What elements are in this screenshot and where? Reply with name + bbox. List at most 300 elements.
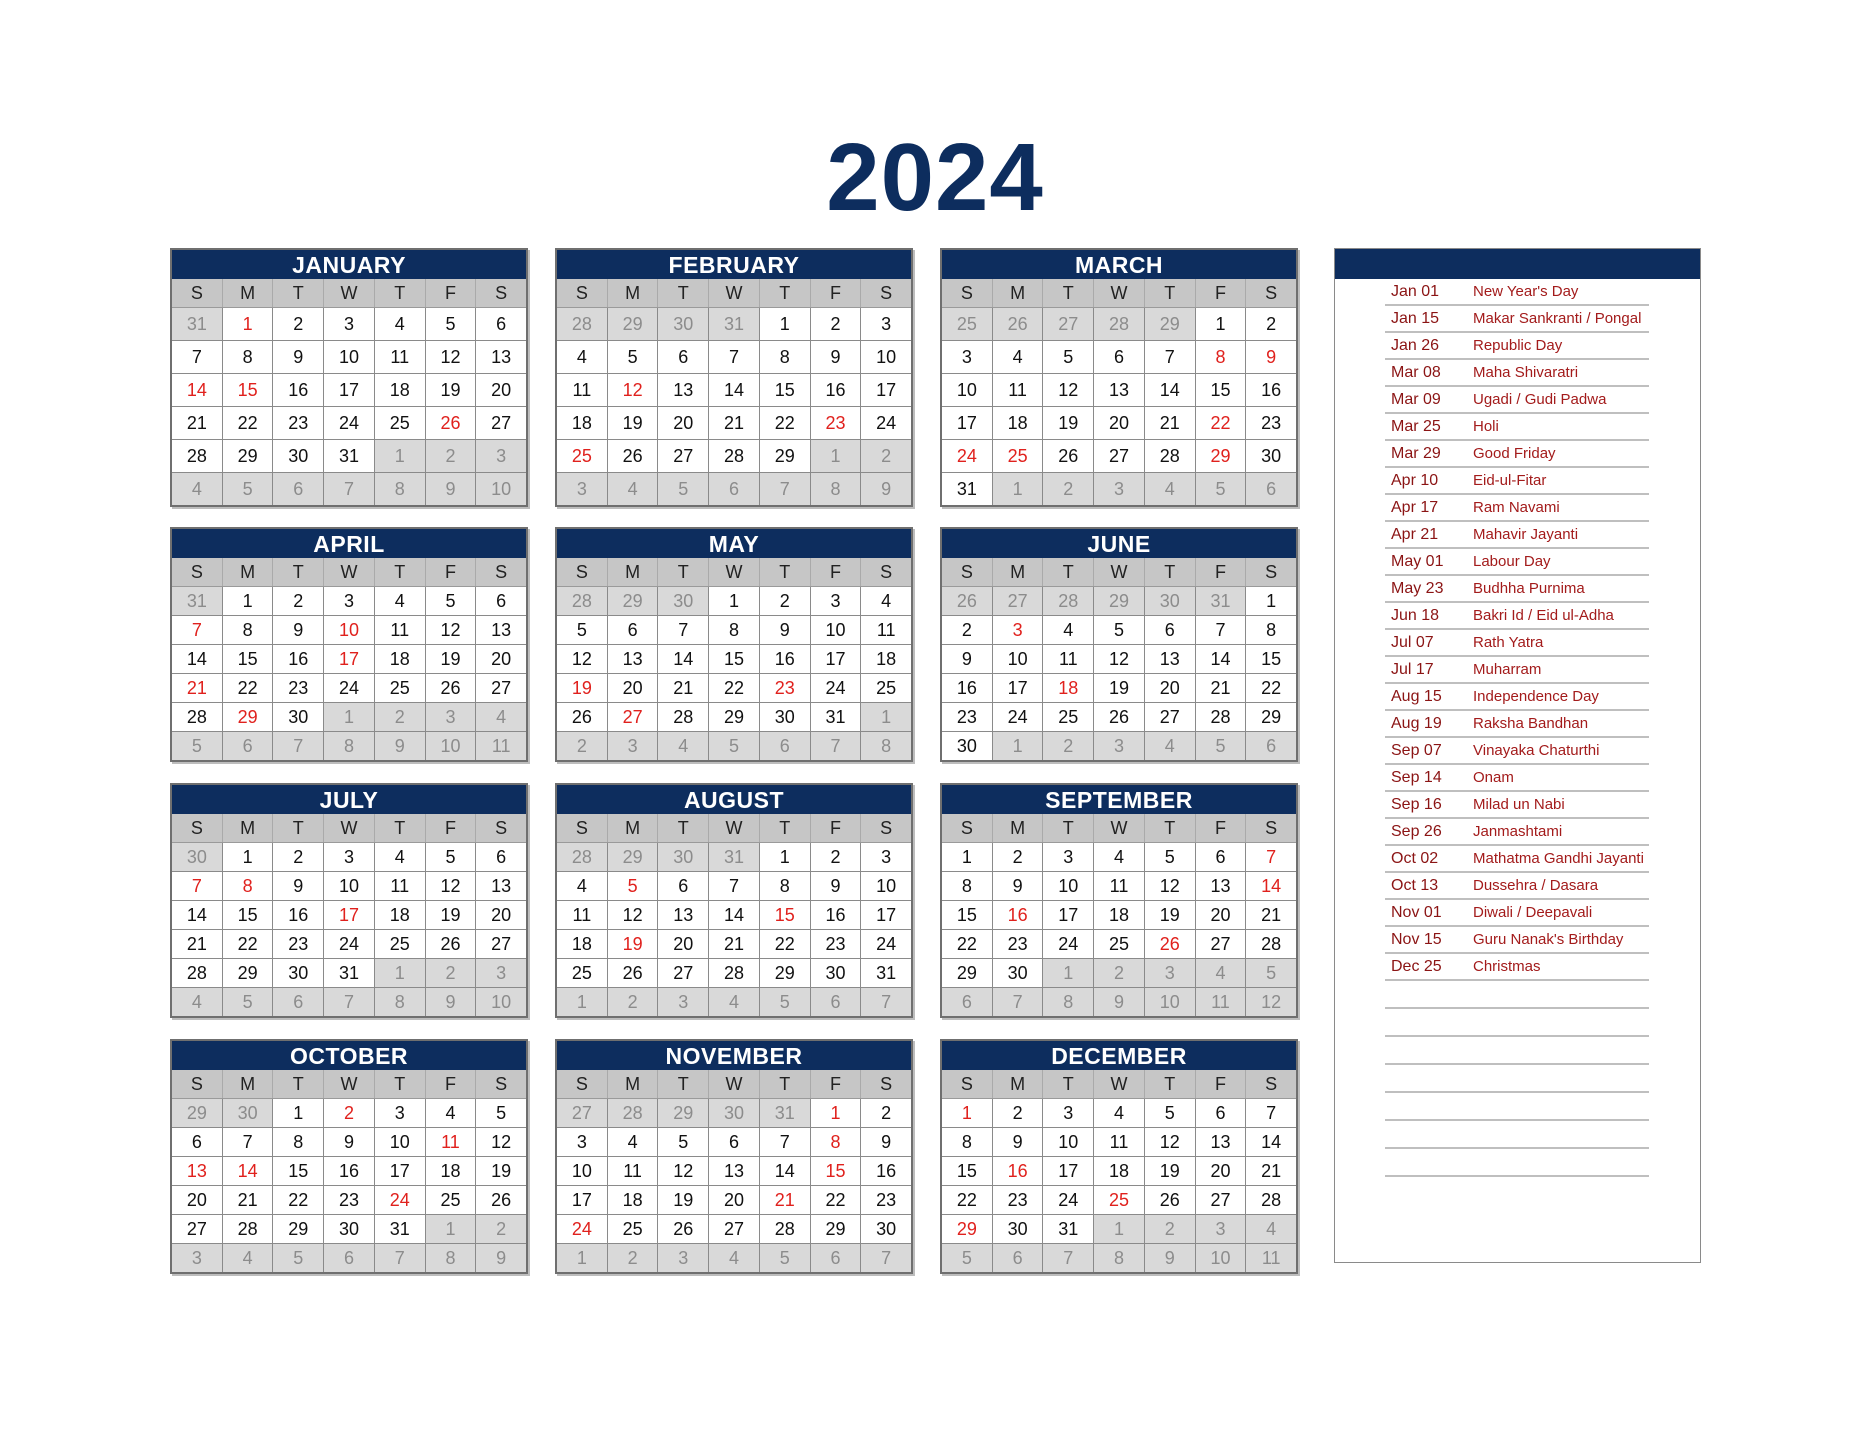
day-header: M <box>608 558 659 586</box>
day-cell: 1 <box>557 1244 608 1272</box>
day-header: S <box>172 814 223 842</box>
day-cell: 12 <box>426 616 477 644</box>
day-cell: 7 <box>172 341 223 373</box>
day-cell: 28 <box>557 308 608 340</box>
day-cell: 21 <box>172 930 223 958</box>
day-cell: 26 <box>942 587 993 615</box>
day-cell: 10 <box>1196 1244 1247 1272</box>
day-header-row <box>942 814 1296 843</box>
day-cell: 10 <box>993 645 1044 673</box>
day-header: S <box>1265 818 1278 838</box>
day-cell: 27 <box>1145 703 1196 731</box>
day-cell: 5 <box>1145 843 1196 871</box>
day-cell: 12 <box>1145 872 1196 900</box>
day-cell: 6 <box>709 473 760 505</box>
day-header: S <box>942 1070 993 1098</box>
day-cell: 9 <box>375 732 426 760</box>
week-row <box>172 901 526 930</box>
day-cell: 13 <box>658 901 709 929</box>
day-cell: 2 <box>476 1215 526 1243</box>
day-cell: 4 <box>709 1244 760 1272</box>
day-cell: 1 <box>223 308 274 340</box>
day-cell: 18 <box>608 1186 659 1214</box>
week-row <box>942 1244 1296 1272</box>
day-cell: 15 <box>760 374 811 406</box>
day-cell: 11 <box>1196 988 1247 1016</box>
holiday-row <box>1385 630 1649 657</box>
day-cell: 8 <box>1246 616 1296 644</box>
week-row <box>557 843 911 872</box>
day-cell: 23 <box>324 1186 375 1214</box>
day-cell: 1 <box>273 1099 324 1127</box>
day-header-row <box>942 279 1296 308</box>
holiday-date: Jul 07 <box>1391 633 1434 651</box>
day-cell: 15 <box>273 1157 324 1185</box>
day-cell: 22 <box>223 930 274 958</box>
day-cell: 11 <box>1094 1128 1145 1156</box>
day-cell: 30 <box>861 1215 911 1243</box>
day-cell: 4 <box>557 341 608 373</box>
day-header: T <box>1043 814 1094 842</box>
day-header-row <box>172 1070 526 1099</box>
day-cell: 25 <box>426 1186 477 1214</box>
month-february <box>555 248 913 507</box>
day-header: T <box>760 1070 811 1098</box>
week-row <box>557 616 911 645</box>
holiday-date: Aug 15 <box>1391 687 1442 705</box>
holiday-name: New Year's Day <box>1473 283 1579 300</box>
day-header: T <box>375 1070 426 1098</box>
day-cell: 7 <box>223 1128 274 1156</box>
week-row <box>172 674 526 703</box>
day-cell: 5 <box>760 988 811 1016</box>
day-cell: 1 <box>557 988 608 1016</box>
day-header: M <box>993 558 1044 586</box>
day-cell: 25 <box>1043 703 1094 731</box>
day-header: T <box>1145 558 1196 586</box>
day-cell: 13 <box>476 616 526 644</box>
holiday-name: Labour Day <box>1473 553 1551 570</box>
day-header: M <box>223 1070 274 1098</box>
day-cell: 25 <box>993 440 1044 472</box>
day-cell: 13 <box>1145 645 1196 673</box>
day-cell: 1 <box>811 440 862 472</box>
day-header: T <box>658 814 709 842</box>
day-header: T <box>273 558 324 586</box>
day-cell: 20 <box>658 930 709 958</box>
day-cell: 25 <box>1094 1186 1145 1214</box>
day-cell: 1 <box>324 703 375 731</box>
day-cell: 8 <box>223 616 274 644</box>
holiday-row <box>1385 333 1649 360</box>
holiday-date: Sep 26 <box>1391 822 1442 840</box>
day-cell: 3 <box>172 1244 223 1272</box>
day-cell: 10 <box>942 374 993 406</box>
day-cell: 6 <box>942 988 993 1016</box>
day-cell: 4 <box>1246 1215 1296 1243</box>
day-cell: 1 <box>223 587 274 615</box>
day-cell: 31 <box>942 473 993 505</box>
month-header: OCTOBER <box>172 1041 526 1070</box>
day-header: S <box>1265 562 1278 582</box>
day-cell: 14 <box>172 901 223 929</box>
day-cell: 27 <box>1196 1186 1247 1214</box>
holiday-row-blank <box>1385 1121 1649 1149</box>
day-cell: 17 <box>1043 901 1094 929</box>
day-cell: 24 <box>942 440 993 472</box>
holiday-name: Milad un Nabi <box>1473 796 1565 813</box>
day-cell: 6 <box>476 587 526 615</box>
day-cell: 27 <box>172 1215 223 1243</box>
day-cell: 26 <box>658 1215 709 1243</box>
day-cell: 21 <box>1145 407 1196 439</box>
day-cell: 19 <box>658 1186 709 1214</box>
day-cell: 28 <box>1145 440 1196 472</box>
day-cell: 3 <box>658 988 709 1016</box>
day-header: M <box>223 558 274 586</box>
holiday-row <box>1385 549 1649 576</box>
day-cell: 4 <box>1196 959 1247 987</box>
day-cell: 22 <box>760 407 811 439</box>
day-cell: 14 <box>1196 645 1247 673</box>
day-cell: 9 <box>426 988 477 1016</box>
day-cell: 3 <box>942 341 993 373</box>
day-cell: 19 <box>1145 901 1196 929</box>
holiday-name: Ugadi / Gudi Padwa <box>1473 391 1607 408</box>
holiday-name: Holi <box>1473 418 1499 435</box>
day-cell: 17 <box>557 1186 608 1214</box>
day-cell: 21 <box>223 1186 274 1214</box>
day-cell: 7 <box>658 616 709 644</box>
day-cell: 18 <box>1094 1157 1145 1185</box>
day-header: M <box>993 1070 1044 1098</box>
day-header: T <box>658 558 709 586</box>
day-cell: 21 <box>172 407 223 439</box>
day-cell: 9 <box>993 872 1044 900</box>
day-cell: 20 <box>1094 407 1145 439</box>
day-cell: 1 <box>861 703 911 731</box>
day-cell: 24 <box>1043 930 1094 958</box>
day-cell: 26 <box>426 930 477 958</box>
holiday-row-blank <box>1385 1009 1649 1037</box>
day-cell: 2 <box>811 843 862 871</box>
day-header: F <box>811 814 862 842</box>
week-row <box>557 988 911 1016</box>
week-row <box>172 930 526 959</box>
day-cell: 15 <box>223 901 274 929</box>
day-cell: 19 <box>476 1157 526 1185</box>
day-cell: 15 <box>1246 645 1296 673</box>
day-cell: 23 <box>273 407 324 439</box>
day-cell: 1 <box>223 843 274 871</box>
day-cell: 1 <box>993 473 1044 505</box>
month-june <box>940 527 1298 762</box>
day-cell: 3 <box>1196 1215 1247 1243</box>
day-cell: 3 <box>476 959 526 987</box>
day-cell: 10 <box>1043 872 1094 900</box>
day-cell: 14 <box>709 374 760 406</box>
day-cell: 23 <box>993 1186 1044 1214</box>
day-cell: 4 <box>993 341 1044 373</box>
week-row <box>942 930 1296 959</box>
day-cell: 12 <box>608 901 659 929</box>
day-cell: 31 <box>760 1099 811 1127</box>
day-cell: 2 <box>1043 732 1094 760</box>
day-cell: 25 <box>375 674 426 702</box>
day-cell: 3 <box>1094 732 1145 760</box>
day-cell: 16 <box>760 645 811 673</box>
day-cell: 19 <box>426 645 477 673</box>
day-header: W <box>324 558 375 586</box>
week-row <box>172 645 526 674</box>
day-cell: 7 <box>1246 1099 1296 1127</box>
day-cell: 23 <box>273 674 324 702</box>
day-header: S <box>495 562 508 582</box>
week-row <box>942 374 1296 407</box>
day-cell: 2 <box>273 843 324 871</box>
day-cell: 27 <box>557 1099 608 1127</box>
day-cell: 11 <box>375 616 426 644</box>
day-cell: 30 <box>942 732 993 760</box>
holiday-row <box>1385 954 1649 981</box>
day-cell: 27 <box>709 1215 760 1243</box>
day-cell: 18 <box>557 407 608 439</box>
day-header: M <box>608 814 659 842</box>
day-cell: 29 <box>709 703 760 731</box>
day-cell: 8 <box>223 872 274 900</box>
holiday-date: Nov 15 <box>1391 930 1442 948</box>
week-row <box>557 440 911 473</box>
day-cell: 6 <box>324 1244 375 1272</box>
week-row <box>172 1157 526 1186</box>
day-cell: 21 <box>1196 674 1247 702</box>
day-cell: 16 <box>1246 374 1296 406</box>
day-cell: 1 <box>1246 587 1296 615</box>
holiday-row <box>1385 441 1649 468</box>
day-cell: 29 <box>760 440 811 472</box>
day-cell: 6 <box>658 872 709 900</box>
day-cell: 2 <box>760 587 811 615</box>
day-cell: 4 <box>1145 473 1196 505</box>
day-cell: 14 <box>172 374 223 406</box>
day-cell: 28 <box>172 959 223 987</box>
day-cell: 7 <box>861 1244 911 1272</box>
day-cell: 30 <box>993 1215 1044 1243</box>
day-cell: 14 <box>1246 872 1296 900</box>
holiday-date: Apr 21 <box>1391 525 1439 543</box>
day-cell: 19 <box>1094 674 1145 702</box>
day-cell: 20 <box>476 374 526 406</box>
month-header: JULY <box>172 785 526 814</box>
day-cell: 16 <box>811 374 862 406</box>
day-header: S <box>557 814 608 842</box>
day-cell: 1 <box>426 1215 477 1243</box>
day-cell: 7 <box>273 732 324 760</box>
month-header: MAY <box>557 529 911 558</box>
month-august <box>555 783 913 1018</box>
holiday-name: Onam <box>1473 769 1514 786</box>
day-cell: 14 <box>709 901 760 929</box>
day-cell: 3 <box>324 308 375 340</box>
month-july <box>170 783 528 1018</box>
day-cell: 8 <box>426 1244 477 1272</box>
holiday-date: Dec 25 <box>1391 957 1442 975</box>
day-cell: 16 <box>324 1157 375 1185</box>
day-cell: 17 <box>324 901 375 929</box>
day-header: T <box>1145 814 1196 842</box>
day-cell: 28 <box>658 703 709 731</box>
day-header-row <box>942 1070 1296 1099</box>
holiday-row-blank <box>1385 1065 1649 1093</box>
day-cell: 29 <box>942 959 993 987</box>
day-cell: 4 <box>172 473 223 505</box>
day-cell: 5 <box>942 1244 993 1272</box>
day-cell: 26 <box>608 959 659 987</box>
day-cell: 10 <box>476 988 526 1016</box>
day-cell: 29 <box>172 1099 223 1127</box>
day-cell: 18 <box>426 1157 477 1185</box>
day-cell: 30 <box>324 1215 375 1243</box>
holiday-name: Budhha Purnima <box>1473 580 1585 597</box>
day-header-row <box>172 558 526 587</box>
day-cell: 8 <box>223 341 274 373</box>
day-cell: 18 <box>1043 674 1094 702</box>
day-cell: 9 <box>273 872 324 900</box>
day-cell: 7 <box>324 473 375 505</box>
day-cell: 26 <box>1145 930 1196 958</box>
day-cell: 30 <box>273 959 324 987</box>
week-row <box>557 872 911 901</box>
day-cell: 10 <box>1043 1128 1094 1156</box>
day-cell: 27 <box>476 674 526 702</box>
day-cell: 4 <box>557 872 608 900</box>
day-cell: 5 <box>557 616 608 644</box>
holiday-list <box>1385 279 1649 1177</box>
day-cell: 29 <box>223 959 274 987</box>
day-cell: 29 <box>223 440 274 472</box>
day-cell: 10 <box>324 341 375 373</box>
holiday-row <box>1385 495 1649 522</box>
day-cell: 13 <box>1196 1128 1247 1156</box>
day-cell: 1 <box>942 1099 993 1127</box>
day-cell: 18 <box>375 645 426 673</box>
day-cell: 14 <box>1145 374 1196 406</box>
day-cell: 18 <box>993 407 1044 439</box>
day-cell: 20 <box>172 1186 223 1214</box>
month-header: FEBRUARY <box>557 250 911 279</box>
day-cell: 3 <box>811 587 862 615</box>
day-cell: 29 <box>608 843 659 871</box>
holiday-row <box>1385 360 1649 387</box>
day-cell: 23 <box>942 703 993 731</box>
day-header: S <box>557 558 608 586</box>
day-cell: 28 <box>608 1099 659 1127</box>
day-cell: 1 <box>942 843 993 871</box>
holiday-name: Ram Navami <box>1473 499 1560 516</box>
week-row <box>172 1215 526 1244</box>
day-cell: 2 <box>608 1244 659 1272</box>
day-cell: 12 <box>608 374 659 406</box>
day-cell: 16 <box>942 674 993 702</box>
day-cell: 13 <box>1196 872 1247 900</box>
week-row <box>942 1128 1296 1157</box>
day-header: T <box>658 279 709 307</box>
week-row <box>557 341 911 374</box>
day-cell: 29 <box>658 1099 709 1127</box>
day-cell: 2 <box>1246 308 1296 340</box>
day-cell: 21 <box>1246 1157 1296 1185</box>
holiday-row <box>1385 738 1649 765</box>
day-cell: 6 <box>172 1128 223 1156</box>
day-cell: 24 <box>324 407 375 439</box>
week-row <box>942 407 1296 440</box>
month-header: SEPTEMBER <box>942 785 1296 814</box>
day-cell: 31 <box>709 843 760 871</box>
day-cell: 11 <box>476 732 526 760</box>
month-header: DECEMBER <box>942 1041 1296 1070</box>
day-header: W <box>709 558 760 586</box>
day-cell: 1 <box>811 1099 862 1127</box>
day-cell: 15 <box>760 901 811 929</box>
day-cell: 28 <box>1196 703 1247 731</box>
day-cell: 9 <box>760 616 811 644</box>
day-cell: 27 <box>993 587 1044 615</box>
month-header: JANUARY <box>172 250 526 279</box>
day-cell: 8 <box>760 341 811 373</box>
day-header: S <box>495 1074 508 1094</box>
day-cell: 4 <box>1094 1099 1145 1127</box>
holiday-date: Jan 15 <box>1391 309 1440 327</box>
day-cell: 17 <box>1043 1157 1094 1185</box>
holiday-row <box>1385 387 1649 414</box>
day-cell: 12 <box>658 1157 709 1185</box>
week-row <box>172 1244 526 1272</box>
day-cell: 5 <box>608 341 659 373</box>
day-header: M <box>608 1070 659 1098</box>
day-cell: 9 <box>1246 341 1296 373</box>
day-header: T <box>760 814 811 842</box>
day-cell: 9 <box>426 473 477 505</box>
day-cell: 20 <box>608 674 659 702</box>
week-row <box>942 872 1296 901</box>
day-cell: 28 <box>223 1215 274 1243</box>
day-cell: 5 <box>1094 616 1145 644</box>
day-cell: 14 <box>760 1157 811 1185</box>
holiday-date: Mar 29 <box>1391 444 1441 462</box>
day-cell: 20 <box>1196 1157 1247 1185</box>
day-cell: 6 <box>1196 843 1247 871</box>
day-cell: 20 <box>658 407 709 439</box>
day-header-row <box>942 558 1296 587</box>
week-row <box>942 587 1296 616</box>
day-cell: 6 <box>811 988 862 1016</box>
day-cell: 28 <box>557 843 608 871</box>
week-row <box>557 374 911 407</box>
day-cell: 23 <box>760 674 811 702</box>
day-header: M <box>608 279 659 307</box>
day-cell: 26 <box>993 308 1044 340</box>
holiday-date: Jul 17 <box>1391 660 1434 678</box>
day-cell: 15 <box>942 901 993 929</box>
day-cell: 31 <box>324 440 375 472</box>
day-cell: 1 <box>709 587 760 615</box>
day-cell: 31 <box>861 959 911 987</box>
day-cell: 17 <box>861 901 911 929</box>
day-cell: 4 <box>1043 616 1094 644</box>
day-cell: 9 <box>1145 1244 1196 1272</box>
day-cell: 7 <box>1196 616 1247 644</box>
day-header: S <box>942 279 993 307</box>
